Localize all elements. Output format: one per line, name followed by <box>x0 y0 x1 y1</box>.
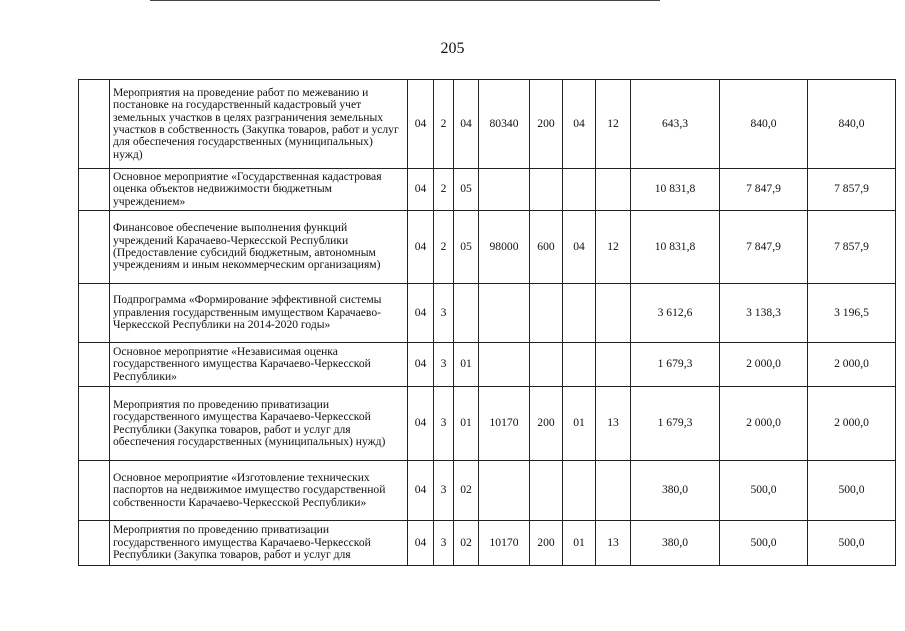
amount-cell-s2: 7 847,9 <box>720 211 808 284</box>
code-cell-c3 <box>454 284 479 343</box>
code-cell-c6 <box>563 284 596 343</box>
code-cell-c3: 04 <box>454 80 479 169</box>
code-cell-c1: 04 <box>408 461 434 521</box>
code-cell-c6 <box>563 461 596 521</box>
code-cell-c1: 04 <box>408 521 434 566</box>
amount-cell-s2: 2 000,0 <box>720 387 808 461</box>
row-number-cell <box>79 80 110 169</box>
code-cell-c1: 04 <box>408 211 434 284</box>
item-name-cell: Основное мероприятие «Независимая оценка государственного имущества Карачаево-Черкесской Республики» <box>110 343 408 387</box>
code-cell-c7: 12 <box>596 80 631 169</box>
amount-cell-s1: 3 612,6 <box>631 284 720 343</box>
budget-table <box>78 79 896 566</box>
row-number-cell <box>79 211 110 284</box>
code-cell-c7 <box>596 461 631 521</box>
code-cell-c7: 13 <box>596 387 631 461</box>
code-cell-c7: 12 <box>596 211 631 284</box>
table-row <box>79 343 896 387</box>
amount-cell-s2: 500,0 <box>720 461 808 521</box>
code-cell-c1: 04 <box>408 343 434 387</box>
code-cell-c7 <box>596 284 631 343</box>
code-cell-c3: 02 <box>454 461 479 521</box>
row-number-cell <box>79 343 110 387</box>
code-cell-c1: 04 <box>408 387 434 461</box>
amount-cell-s1: 1 679,3 <box>631 343 720 387</box>
row-number-cell <box>79 169 110 211</box>
code-cell-c3: 01 <box>454 343 479 387</box>
amount-cell-s1: 380,0 <box>631 461 720 521</box>
code-cell-c6 <box>563 343 596 387</box>
amount-cell-s3: 840,0 <box>808 80 896 169</box>
amount-cell-s3: 7 857,9 <box>808 211 896 284</box>
row-number-cell <box>79 387 110 461</box>
code-cell-c3: 02 <box>454 521 479 566</box>
amount-cell-s2: 3 138,3 <box>720 284 808 343</box>
row-number-cell <box>79 284 110 343</box>
amount-cell-s1: 10 831,8 <box>631 211 720 284</box>
amount-cell-s2: 7 847,9 <box>720 169 808 211</box>
item-name-cell: Мероприятия по проведению приватизации государственного имущества Карачаево-Черкесской Республики (Закупка товаров, работ и услуг для обеспечения государственных (муниципальных) нужд) <box>110 387 408 461</box>
item-name-cell: Мероприятия по проведению приватизации государственного имущества Карачаево-Черкесской Республики (Закупка товаров, работ и услуг для <box>110 521 408 566</box>
code-cell-c3: 05 <box>454 169 479 211</box>
amount-cell-s1: 643,3 <box>631 80 720 169</box>
code-cell-c1: 04 <box>408 169 434 211</box>
code-cell-c6: 01 <box>563 387 596 461</box>
row-number-cell <box>79 461 110 521</box>
code-cell-c4 <box>479 284 530 343</box>
amount-cell-s3: 3 196,5 <box>808 284 896 343</box>
amount-cell-s3: 500,0 <box>808 521 896 566</box>
table-row <box>79 211 896 284</box>
code-cell-c4: 98000 <box>479 211 530 284</box>
amount-cell-s2: 2 000,0 <box>720 343 808 387</box>
top-rule <box>150 0 660 4</box>
code-cell-c4 <box>479 343 530 387</box>
row-number-cell <box>79 521 110 566</box>
table-row <box>79 284 896 343</box>
table-row <box>79 461 896 521</box>
code-cell-c7 <box>596 169 631 211</box>
amount-cell-s1: 10 831,8 <box>631 169 720 211</box>
amount-cell-s3: 500,0 <box>808 461 896 521</box>
code-cell-c7: 13 <box>596 521 631 566</box>
code-cell-c6: 01 <box>563 521 596 566</box>
code-cell-c5 <box>530 169 563 211</box>
amount-cell-s3: 2 000,0 <box>808 387 896 461</box>
table-row <box>79 80 896 169</box>
code-cell-c5 <box>530 284 563 343</box>
code-cell-c3: 01 <box>454 387 479 461</box>
code-cell-c1: 04 <box>408 80 434 169</box>
code-cell-c4 <box>479 169 530 211</box>
code-cell-c4: 10170 <box>479 521 530 566</box>
code-cell-c4: 80340 <box>479 80 530 169</box>
amount-cell-s3: 7 857,9 <box>808 169 896 211</box>
page-number: 205 <box>440 40 465 57</box>
code-cell-c4 <box>479 461 530 521</box>
code-cell-c5: 600 <box>530 211 563 284</box>
code-cell-c6: 04 <box>563 211 596 284</box>
code-cell-c2: 3 <box>434 521 454 566</box>
item-name-cell: Основное мероприятие «Государственная кадастровая оценка объектов недвижимости бюджетным учреждением» <box>110 169 408 211</box>
amount-cell-s1: 1 679,3 <box>631 387 720 461</box>
code-cell-c5 <box>530 461 563 521</box>
code-cell-c3: 05 <box>454 211 479 284</box>
table-row <box>79 387 896 461</box>
table-row <box>79 521 896 566</box>
code-cell-c2: 3 <box>434 461 454 521</box>
code-cell-c2: 2 <box>434 80 454 169</box>
code-cell-c5: 200 <box>530 387 563 461</box>
code-cell-c1: 04 <box>408 284 434 343</box>
amount-cell-s3: 2 000,0 <box>808 343 896 387</box>
code-cell-c2: 2 <box>434 169 454 211</box>
code-cell-c6: 04 <box>563 80 596 169</box>
amount-cell-s2: 840,0 <box>720 80 808 169</box>
amount-cell-s2: 500,0 <box>720 521 808 566</box>
code-cell-c7 <box>596 343 631 387</box>
code-cell-c2: 3 <box>434 387 454 461</box>
item-name-cell: Мероприятия на проведение работ по межеванию и постановке на государственный кадастровый учет земельных участков в целях разграничения земельных участков в собственность (Закупка товаров, работ и услуг для обеспечения государственных (муниципальных) нужд) <box>110 80 408 169</box>
code-cell-c5: 200 <box>530 80 563 169</box>
item-name-cell: Основное мероприятие «Изготовление технических паспортов на недвижимое имущество государственной собственности Карачаево-Черкесской Республики» <box>110 461 408 521</box>
amount-cell-s1: 380,0 <box>631 521 720 566</box>
code-cell-c5 <box>530 343 563 387</box>
code-cell-c2: 2 <box>434 211 454 284</box>
code-cell-c5: 200 <box>530 521 563 566</box>
table-row <box>79 169 896 211</box>
code-cell-c2: 3 <box>434 284 454 343</box>
code-cell-c4: 10170 <box>479 387 530 461</box>
code-cell-c6 <box>563 169 596 211</box>
code-cell-c2: 3 <box>434 343 454 387</box>
item-name-cell: Финансовое обеспечение выполнения функций учреждений Карачаево-Черкесской Республики (Предоставление субсидий бюджетным, автономным учреждениям и иным некоммерческим организациям) <box>110 211 408 284</box>
item-name-cell: Подпрограмма «Формирование эффективной системы управления государственным имуществом Карачаево-Черкесской Республики на 2014-2020 годы» <box>110 284 408 343</box>
